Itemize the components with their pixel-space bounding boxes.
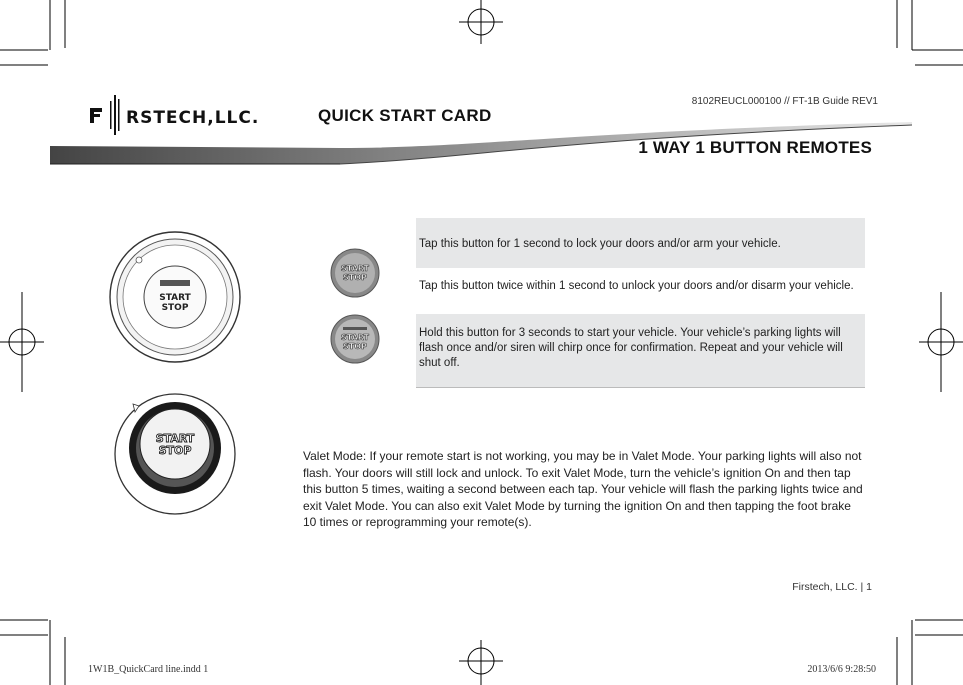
svg-text:RSTECH,LLC.: RSTECH,LLC.: [126, 108, 260, 128]
remote-bottom-illustration: [113, 392, 238, 517]
remote-top-stop-label: STOP: [161, 303, 189, 313]
remote-top-illustration: [108, 230, 243, 365]
start-stop-button-icon-hold: [330, 314, 380, 364]
instruction-row-lock: Tap this button for 1 second to lock your doors and/or arm your vehicle.: [416, 218, 865, 268]
instruction-row-unlock: Tap this button twice within 1 second to unlock your doors and/or disarm your vehicle.: [416, 268, 865, 314]
remote-bottom-start-label: START: [155, 432, 195, 445]
section-title: 1 WAY 1 BUTTON REMOTES: [638, 138, 872, 157]
remote-bottom-stop-label: STOP: [158, 444, 192, 457]
icon2-start-label: START: [340, 333, 370, 342]
icon1-start-label: START: [340, 264, 370, 273]
icon1-stop-label: STOP: [343, 273, 367, 282]
slug-filename: 1W1B_QuickCard line.indd 1: [88, 664, 209, 675]
page-footer: Firstech, LLC. | 1: [792, 581, 872, 593]
icon2-stop-label: STOP: [343, 342, 367, 351]
valet-mode-paragraph: Valet Mode: If your remote start is not working, you may be in Valet Mode. Your parking lights will also not flash. Your doors will still lock and unlock. To exit Valet Mode, turn the vehicle’s ignition On and then tap this button 5 times, waiting a second between each tap. Your vehicle will flash the parking lights twice and exit Valet Mode. You can also exit Valet Mode by turning the ignition On and then tapping the foot brake 10 times or reprogramming your remote(s).: [303, 449, 863, 529]
remote-top-start-label: START: [159, 293, 191, 303]
document-id: 8102REUCL000100 // FT-1B Guide REV1: [691, 96, 878, 107]
instruction-row-start: Hold this button for 3 seconds to start your vehicle. Your vehicle’s parking lights will flash once and/or siren will chirp once for confirmation. Repeat and your vehicle will shut off.: [416, 314, 865, 388]
start-stop-button-icon-tap: [330, 248, 380, 298]
slug-datetime: 2013/6/6 9:28:50: [807, 664, 876, 675]
instructions-table: [416, 218, 865, 388]
card-title: QUICK START CARD: [318, 106, 492, 125]
firstech-logo: [90, 95, 310, 135]
